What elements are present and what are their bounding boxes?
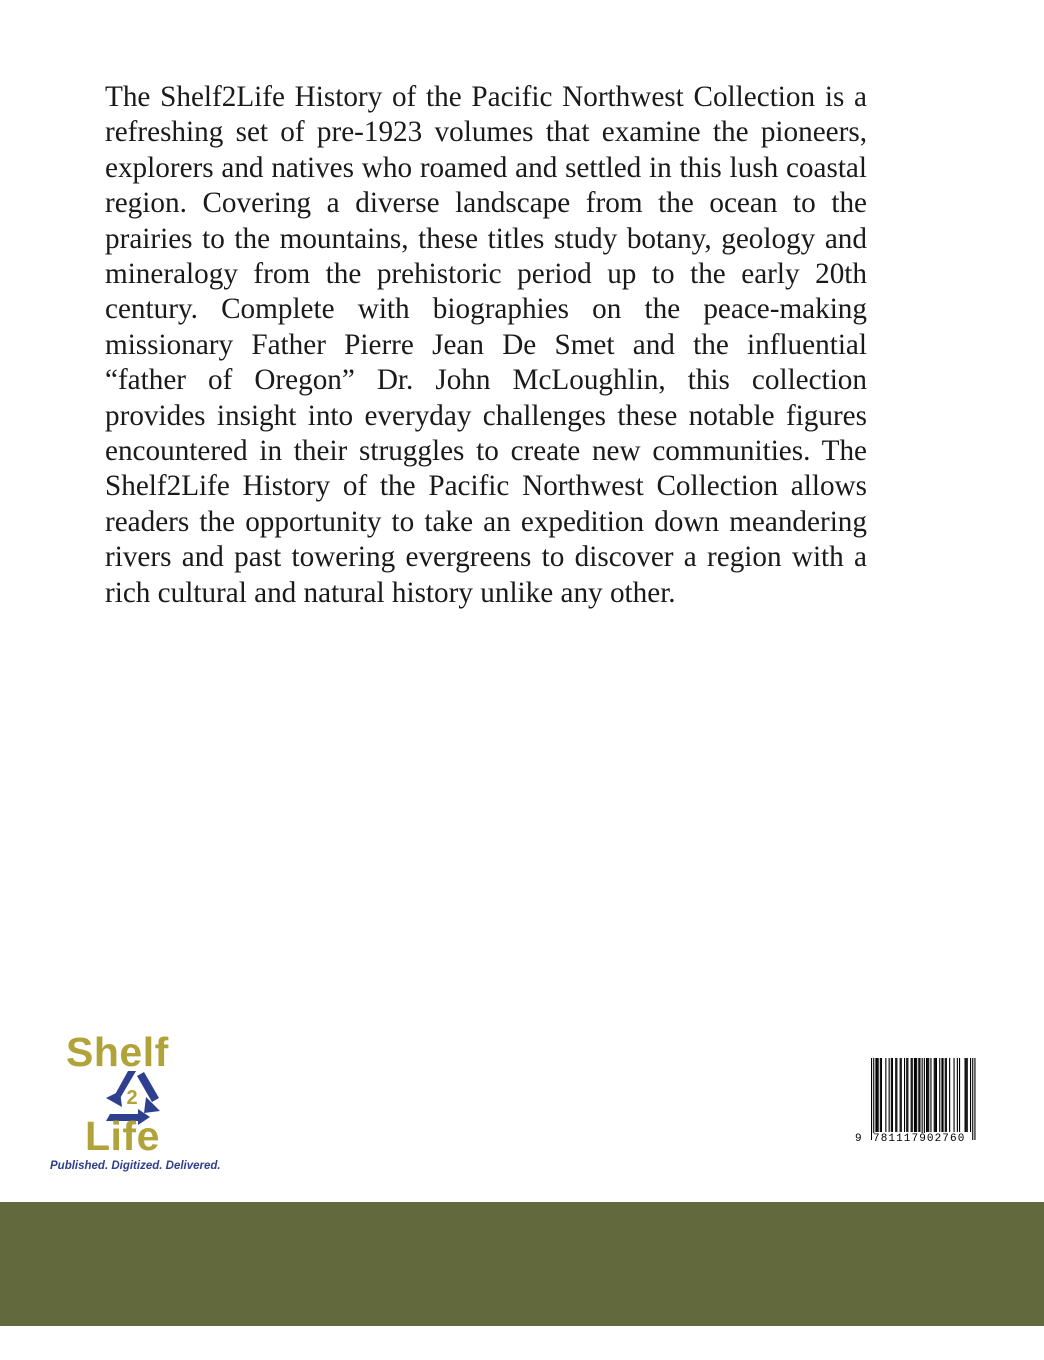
barcode-bar bbox=[949, 1058, 950, 1132]
barcode-bar bbox=[966, 1058, 967, 1132]
barcode-bar bbox=[915, 1058, 916, 1132]
barcode-bar bbox=[954, 1058, 955, 1132]
shelf2life-logo bbox=[48, 1029, 221, 1180]
barcode-bar bbox=[943, 1058, 944, 1132]
barcode-bar bbox=[928, 1058, 929, 1132]
barcode-bar bbox=[935, 1058, 936, 1132]
barcode-bar bbox=[945, 1058, 946, 1132]
barcode-bar bbox=[965, 1058, 966, 1132]
logo-tagline: Published. Digitized. Delivered. bbox=[50, 1160, 221, 1172]
barcode-bar bbox=[927, 1058, 928, 1132]
barcode-bar bbox=[875, 1058, 876, 1132]
barcode-bar bbox=[970, 1058, 971, 1132]
barcode-bar bbox=[926, 1058, 927, 1132]
barcode-bar bbox=[878, 1058, 879, 1132]
barcode-bar bbox=[904, 1058, 905, 1132]
barcode-bar bbox=[907, 1058, 908, 1132]
barcode-bar bbox=[912, 1058, 913, 1132]
barcode-bar bbox=[936, 1058, 937, 1132]
barcode-bar bbox=[918, 1058, 919, 1132]
barcode-bar bbox=[930, 1058, 931, 1132]
barcode-bar bbox=[967, 1058, 968, 1132]
barcode-bar bbox=[946, 1058, 947, 1132]
logo-word-shelf: Shelf bbox=[66, 1029, 169, 1075]
barcode-bar bbox=[891, 1058, 892, 1132]
barcode-bar bbox=[957, 1058, 958, 1132]
isbn-barcode bbox=[853, 1056, 979, 1152]
barcode-bar bbox=[885, 1058, 886, 1132]
logo-numeral: 2 bbox=[126, 1087, 138, 1109]
barcode-bar bbox=[919, 1058, 920, 1132]
barcode-bar bbox=[941, 1058, 942, 1132]
barcode-bar bbox=[896, 1058, 897, 1132]
barcode-bar bbox=[877, 1058, 878, 1132]
barcode-bar bbox=[959, 1058, 960, 1132]
barcode-bar bbox=[939, 1058, 940, 1132]
barcode-guard-bar bbox=[871, 1058, 872, 1140]
barcode-bar bbox=[900, 1058, 901, 1132]
barcode-bar bbox=[895, 1058, 896, 1132]
barcode-bar bbox=[881, 1058, 882, 1132]
barcode-bar bbox=[892, 1058, 893, 1132]
barcode-bar bbox=[914, 1058, 915, 1132]
barcode-bar bbox=[880, 1058, 881, 1132]
barcode-bar bbox=[906, 1058, 907, 1132]
footer-band bbox=[0, 1202, 1044, 1326]
barcode-bar bbox=[934, 1058, 935, 1132]
back-cover-description: The Shelf2Life History of the Pacific Northwest Collection is a refreshing set of pre-1923 volumes that examine the pioneers, explorers and natives who roamed and settled in this lush coastal region. Covering a diverse landscape from the ocean to the prairies to the mountains, these titles study botany, geology and mineralogy from the prehistoric period up to the early 20th century. Complete with biographies on the peace-making missionary Father Pierre Jean De Smet and the influential “father of Oregon” Dr. John McLoughlin, this collection provides insight into everyday challenges these notable figures encountered in their struggles to create new communities. The Shelf2Life History of the Pacific Northwest Collection allows readers the opportunity to take an expedition down meandering rivers and past towering evergreens to discover a region with a rich cultural and natural history unlike any other. bbox=[105, 81, 867, 609]
barcode-bar bbox=[889, 1058, 890, 1132]
barcode-guard-bar bbox=[873, 1058, 874, 1140]
logo-word-life: Life bbox=[85, 1113, 160, 1159]
barcode-bar bbox=[916, 1058, 917, 1132]
barcode-guard-bar bbox=[924, 1058, 925, 1140]
barcode-bar bbox=[901, 1058, 902, 1132]
barcode-guard-bar bbox=[972, 1058, 973, 1140]
barcode-guard-bar bbox=[974, 1058, 975, 1140]
barcode-guard-bar bbox=[922, 1058, 923, 1140]
isbn-digits: 781117902760 bbox=[873, 1133, 966, 1145]
barcode-bar bbox=[911, 1058, 912, 1132]
isbn-prefix-digit: 9 bbox=[855, 1133, 862, 1145]
